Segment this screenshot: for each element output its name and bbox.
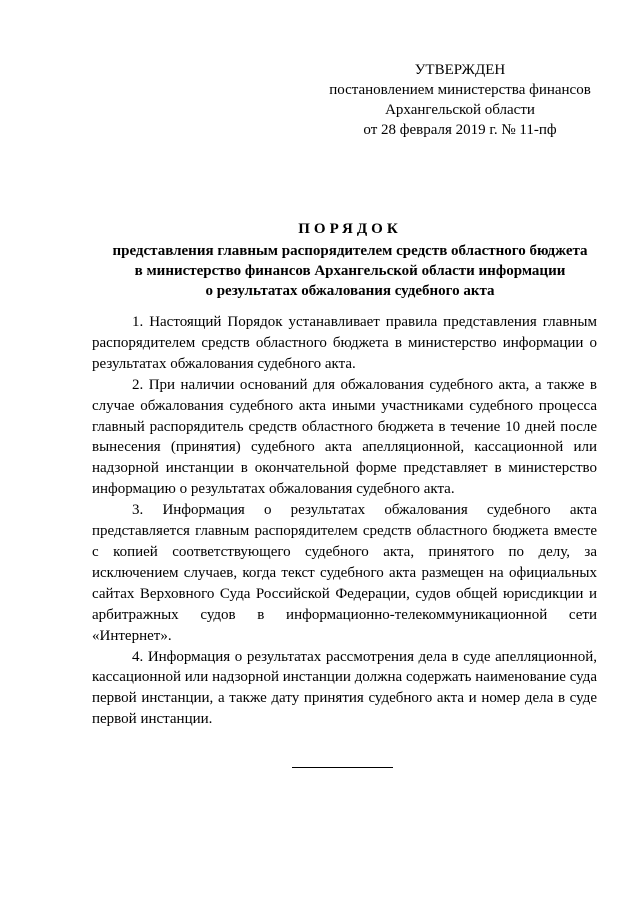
paragraph-3: 3. Информация о результатах обжалования судебного акта представляется главным распорядителем средств областного бюджета вместе с копией соответствующего судебного акта, принятого по делу, за исключением случаев, когда текст судебного акта размещен на официальных сайтах Верховного Суда Российской Федерации, судов общей юрисдикции и арбитражных судов в информационно-телекоммуникационной сети «Интернет». (92, 502, 597, 644)
title-sub-line-2: в министерство финансов Архангельской области информации (134, 263, 566, 279)
title-sub-line-3: о результатах обжалования судебного акта (205, 283, 495, 299)
title-sub-line-1: представления главным распорядителем средств областного бюджета (112, 243, 588, 259)
approval-heading: УТВЕРЖДЕН (414, 62, 506, 78)
title-subtitle (60, 241, 640, 301)
approval-authority: постановлением министерства финансов (329, 82, 591, 98)
paragraph-4: 4. Информация о результатах рассмотрения дела в суде апелляционной, кассационной или надзорной инстанции должна содержать наименование суда первой инстанции, а также дату принятия судебного акта и номер дела в суде первой инстанции. (92, 648, 597, 728)
end-separator-line (292, 767, 393, 768)
document-body (92, 312, 597, 730)
approval-stamp (300, 60, 620, 140)
paragraph-2: 2. При наличии оснований для обжалования судебного акта, а также в случае обжалования судебного акта иными участниками судебного процесса главный распорядитель средств областного бюджета в течение 10 дней после вынесения (принятия) судебного акта апелляционной, кассационной или надзорной инстанции в окончательной форме представляет в министерство информацию о результатах обжалования судебного акта. (92, 376, 597, 498)
paragraph-1: 1. Настоящий Порядок устанавливает правила представления главным распорядителем средств областного бюджета в министерство информации о результатах обжалования судебного акта. (92, 314, 597, 372)
title-main: ПОРЯДОК (298, 221, 402, 237)
document-title (60, 219, 640, 301)
approval-region: Архангельской области (385, 102, 535, 118)
approval-date: от 28 февраля 2019 г. № 11-пф (363, 122, 557, 138)
